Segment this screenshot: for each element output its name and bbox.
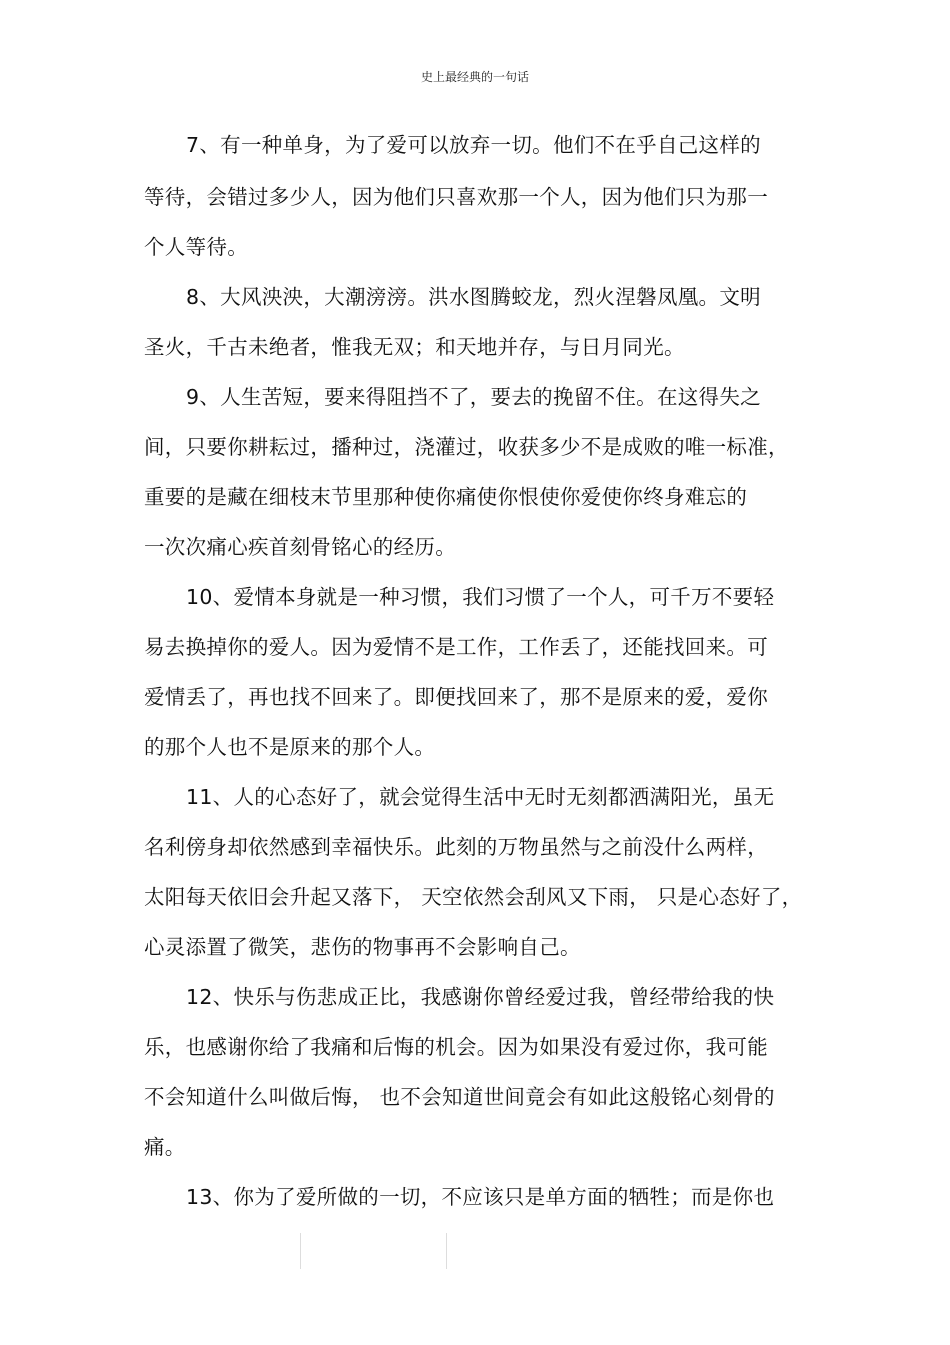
text-line: 的那个人也不是原来的那个人。	[144, 735, 436, 759]
text-line: 等待，会错过多少人，因为他们只喜欢那一个人，因为他们只为那一	[144, 185, 768, 209]
text-line: 圣火，千古未绝者，惟我无双；和天地并存，与日月同光。	[144, 335, 685, 359]
text-line: 10、爱情本身就是一种习惯，我们习惯了一个人，可千万不要轻	[186, 585, 775, 609]
text-line: 乐，也感谢你给了我痛和后悔的机会。因为如果没有爱过你，我可能	[144, 1035, 768, 1059]
text-line: 重要的是藏在细枝末节里那种使你痛使你恨使你爱使你终身难忘的	[144, 485, 748, 509]
text-line: 名利傍身却依然感到幸福快乐。此刻的万物虽然与之前没什么两样，	[144, 835, 768, 859]
text-line: 8、大风泱泱，大潮滂滂。洪水图腾蛟龙，烈火涅磐凤凰。文明	[186, 285, 761, 309]
text-line: 个人等待。	[144, 235, 248, 259]
page-header: 史上最经典的一句话	[420, 70, 529, 84]
text-line: 7、有一种单身，为了爱可以放弃一切。他们不在乎自己这样的	[186, 133, 761, 157]
text-line: 心灵添置了微笑，悲伤的物事再不会影响自己。	[144, 935, 581, 959]
text-line: 爱情丢了，再也找不回来了。即便找回来了，那不是原来的爱，爱你	[144, 685, 768, 709]
text-line: 痛。	[144, 1135, 186, 1159]
text-line: 间，只要你耕耘过，播种过，浇灌过，收获多少不是成败的唯一标准，	[144, 435, 789, 459]
text-line: 11、人的心态好了，就会觉得生活中无时无刻都洒满阳光，虽无	[186, 785, 775, 809]
text-line: 不会知道什么叫做后悔， 也不会知道世间竟会有如此这般铭心刻骨的	[144, 1085, 775, 1109]
text-line: 9、人生苦短，要来得阻挡不了，要去的挽留不住。在这得失之	[186, 385, 761, 409]
text-line: 易去换掉你的爱人。因为爱情不是工作，工作丢了，还能找回来。可	[144, 635, 768, 659]
text-line: 12、快乐与伤悲成正比，我感谢你曾经爱过我，曾经带给我的快	[186, 985, 775, 1009]
footer-divider-left	[300, 1233, 301, 1269]
text-line: 一次次痛心疾首刻骨铭心的经历。	[144, 535, 456, 559]
footer-divider-right	[446, 1233, 447, 1269]
text-line: 13、你为了爱所做的一切，不应该只是单方面的牺牲；而是你也	[186, 1185, 775, 1209]
text-line: 太阳每天依旧会升起又落下， 天空依然会刮风又下雨， 只是心态好了，	[144, 885, 803, 909]
